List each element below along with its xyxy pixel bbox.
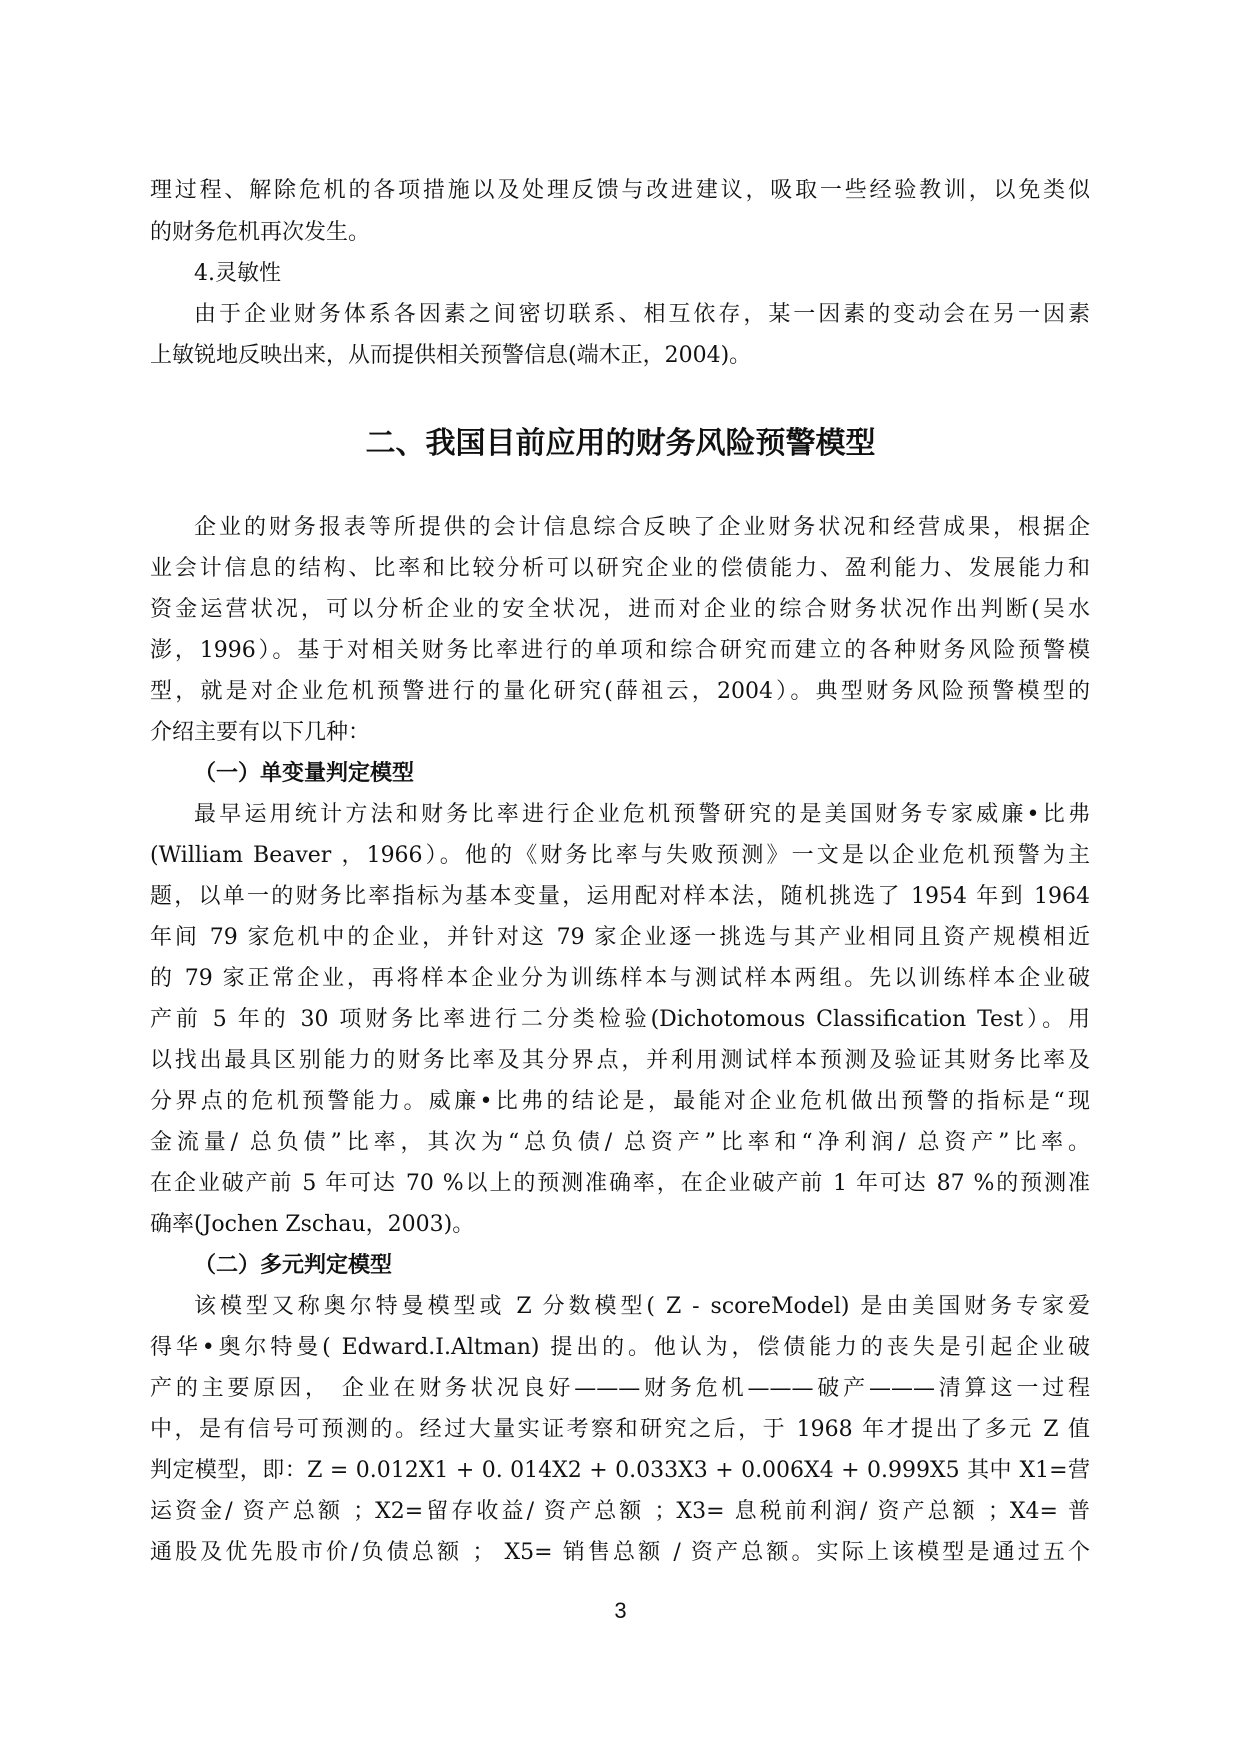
body-line: 产前 5 年的 30 项财务比率进行二分类检验(Dichotomous Classification Test）。用 — [150, 1007, 1090, 1032]
body-line: 在企业破产前 5 年可达 70 %以上的预测准确率，在企业破产前 1 年可达 87 %的预测准 — [150, 1171, 1090, 1196]
body-line: 上敏锐地反映出来，从而提供相关预警信息(端木正，2004)。 — [150, 343, 752, 368]
body-line: 型，就是对企业危机预警进行的量化研究(薛祖云，2004）。典型财务风险预警模型的 — [150, 679, 1090, 704]
section-title: 二、我国目前应用的财务风险预警模型 — [365, 426, 876, 461]
body-line: 中，是有信号可预测的。经过大量实证考察和研究之后，于 1968 年才提出了多元 Z 值 — [150, 1417, 1090, 1442]
body-line: 运资金/ 资产总额 ；X2=留存收益/ 资产总额 ；X3= 息税前利润/ 资产总额 ；X4= 普 — [150, 1499, 1090, 1524]
body-line: 确率(Jochen Zschau，2003)。 — [150, 1212, 475, 1237]
body-line: 由于企业财务体系各因素之间密切联系、相互依存，某一因素的变动会在另一因素 — [194, 302, 1090, 327]
body-line: 澎，1996）。基于对相关财务比率进行的单项和综合研究而建立的各种财务风险预警模 — [150, 638, 1090, 663]
body-line: 的 79 家正常企业，再将样本企业分为训练样本与测试样本两组。先以训练样本企业破 — [150, 966, 1090, 991]
body-line: 题，以单一的财务比率指标为基本变量，运用配对样本法，随机挑选了 1954 年到 1964 — [150, 884, 1090, 909]
body-line: 产的主要原因， 企业在财务状况良好———财务危机———破产———清算这一过程 — [150, 1376, 1090, 1401]
body-line: 金流量/ 总负债”比率，其次为“总负债/ 总资产”比率和“净利润/ 总资产”比率。 — [150, 1130, 1090, 1155]
body-line: 理过程、解除危机的各项措施以及处理反馈与改进建议，吸取一些经验教训，以免类似 — [150, 178, 1090, 203]
body-line: 以找出最具区别能力的财务比率及其分界点，并利用测试样本预测及验证其财务比率及 — [150, 1048, 1090, 1073]
body-line: 企业的财务报表等所提供的会计信息综合反映了企业财务状况和经营成果，根据企 — [194, 515, 1090, 540]
body-line: 最早运用统计方法和财务比率进行企业危机预警研究的是美国财务专家威廉•比弗 — [194, 802, 1090, 827]
body-line: 该模型又称奥尔特曼模型或 Z 分数模型( Z - scoreModel) 是由美国财务专家爱 — [194, 1294, 1090, 1319]
body-line: 得华•奥尔特曼( Edward.I.Altman) 提出的。他认为，偿债能力的丧失是引起企业破 — [150, 1335, 1090, 1360]
list-item-heading: 4.灵敏性 — [194, 261, 281, 286]
body-line: 年间 79 家危机中的企业，并针对这 79 家企业逐一挑选与其产业相同且资产规模相近 — [150, 925, 1090, 950]
body-line: 分界点的危机预警能力。威廉•比弗的结论是，最能对企业危机做出预警的指标是“现 — [150, 1089, 1090, 1114]
page-number: 3 — [614, 1598, 627, 1623]
body-line: (William Beaver ，1966）。他的《财务比率与失败预测》一文是以企业危机预警为主 — [150, 843, 1090, 868]
body-line: 介绍主要有以下几种： — [150, 720, 371, 745]
body-line: 的财务危机再次发生。 — [150, 220, 371, 245]
body-line: 资金运营状况，可以分析企业的安全状况，进而对企业的综合财务状况作出判断(吴水 — [150, 597, 1090, 622]
body-line: 业会计信息的结构、比率和比较分析可以研究企业的偿债能力、盈利能力、发展能力和 — [150, 556, 1090, 581]
subsection-heading: （一）单变量判定模型 — [194, 761, 415, 786]
body-line: 通股及优先股市价/负债总额 ； X5= 销售总额 / 资产总额。实际上该模型是通过五个 — [150, 1540, 1090, 1565]
body-line: 判定模型，即：Z = 0.012X1 + 0. 014X2 + 0.033X3 + 0.006X4 + 0.999X5 其中 X1=营 — [150, 1458, 1090, 1483]
subsection-heading: （二）多元判定模型 — [194, 1253, 393, 1278]
